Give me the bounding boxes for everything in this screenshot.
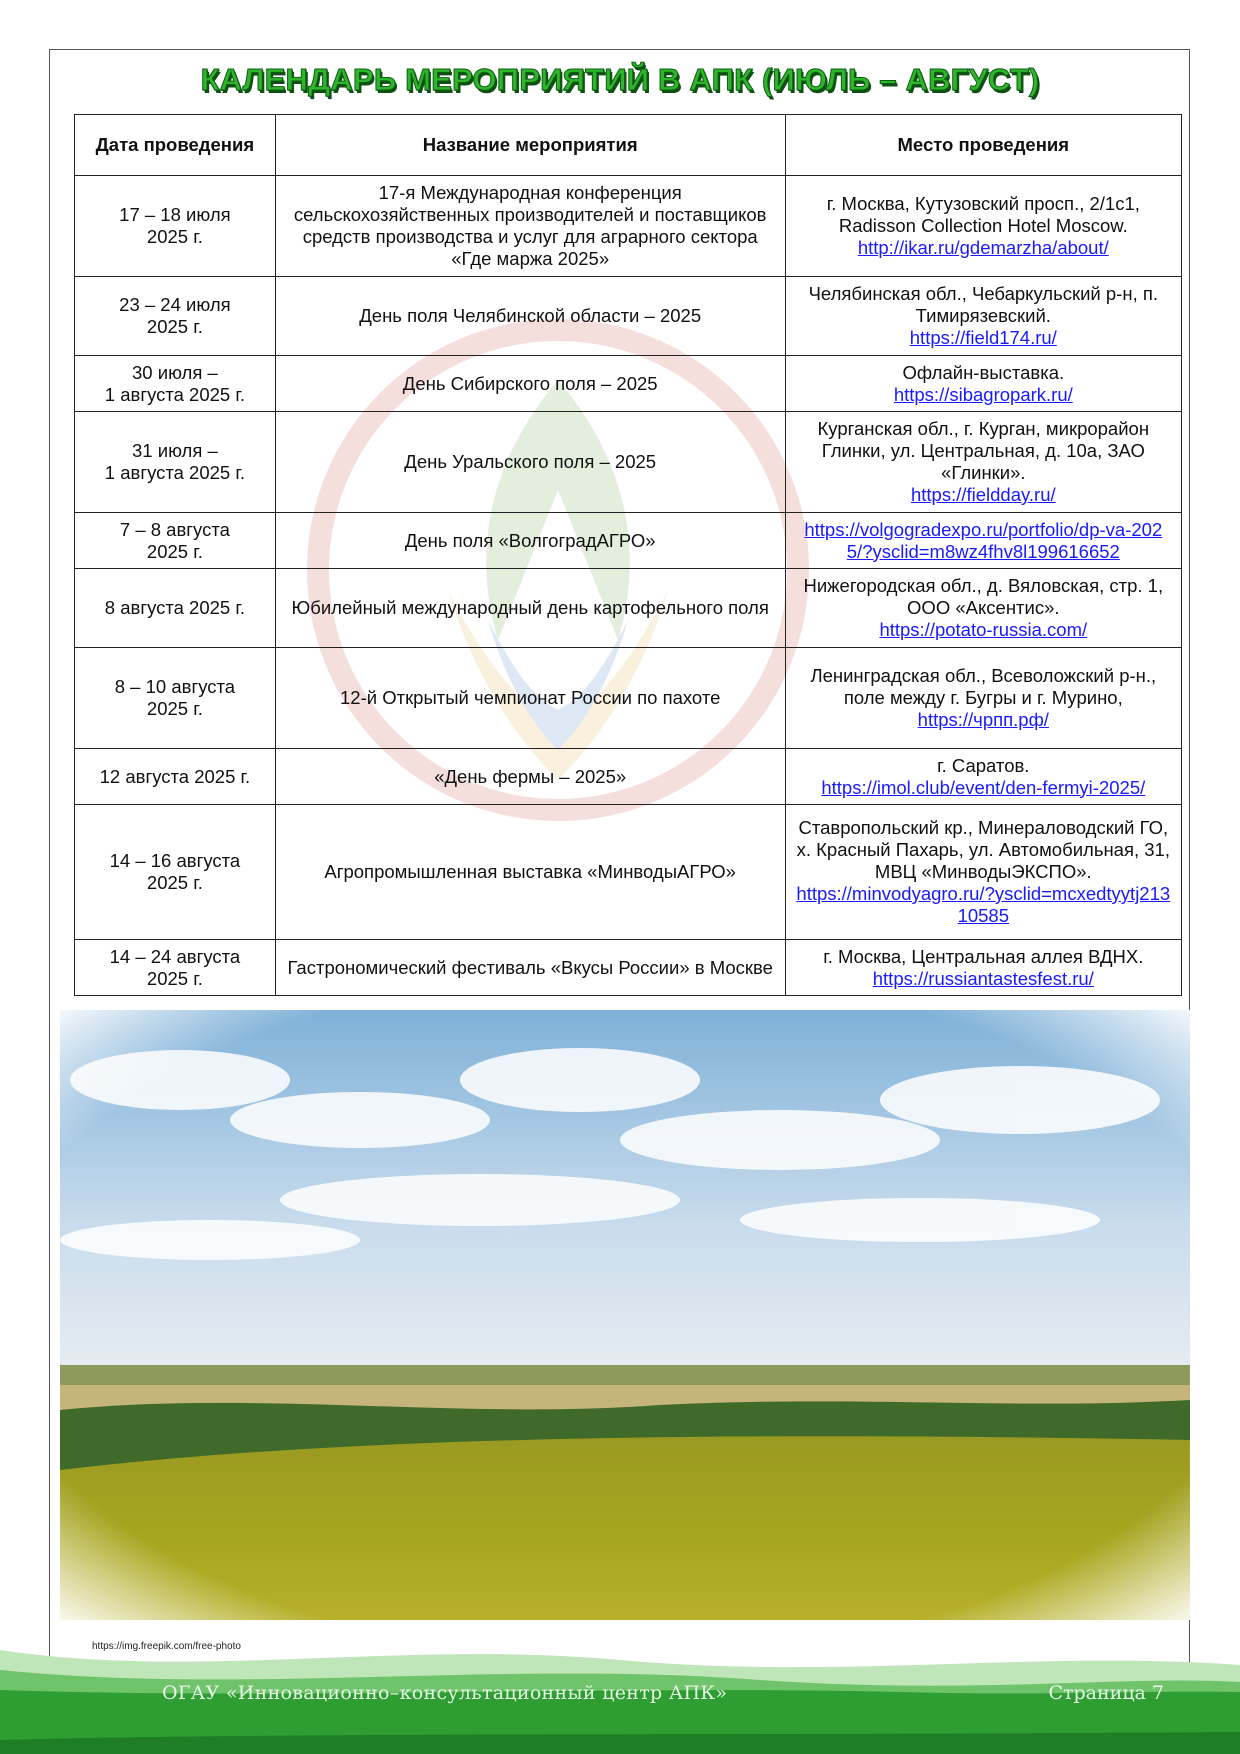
event-place-text: Челябинская обл., Чебаркульский р-н, п. Тимирязевский. [808,283,1159,326]
table-row [75,648,1182,749]
table-row [75,176,1182,277]
table-row [75,356,1182,412]
event-link[interactable]: https://volgogradexpo.ru/portfolio/dp-va-2025/?ysclid=m8wz4fhv8l199616652 [804,518,1163,562]
event-date: 7 – 8 августа 2025 г. [75,513,276,569]
event-place [785,648,1181,749]
event-place-text: Ленинградская обл., Всеволожский р-н., поле между г. Бугры и г. Мурино, [810,665,1157,708]
event-place [785,569,1181,648]
event-link[interactable]: https://fieldday.ru/ [910,484,1056,505]
event-name: «День фермы – 2025» [275,749,785,805]
event-link[interactable]: https://russiantastesfest.ru/ [872,967,1094,989]
event-name: Агропромышленная выставка «МинводыАГРО» [275,805,785,940]
event-place [785,277,1181,356]
event-date: 8 августа 2025 г. [75,569,276,648]
event-place [785,805,1181,940]
event-place [785,356,1181,412]
header-name: Название мероприятия [275,115,785,176]
field-landscape-photo [60,1010,1190,1620]
event-name: День Уральского поля – 2025 [275,412,785,513]
table-row [75,513,1182,569]
event-link[interactable]: http://ikar.ru/gdemarzha/about/ [857,237,1109,258]
event-date: 8 – 10 августа 2025 г. [75,648,276,749]
event-date: 12 августа 2025 г. [75,749,276,805]
table-row [75,805,1182,940]
photo-credit: https://img.freepik.com/free-photo [92,1641,241,1652]
table-row [75,277,1182,356]
event-place-text: г. Саратов. [937,754,1030,776]
event-link[interactable]: https://imol.club/event/den-fermyi-2025/ [821,776,1146,798]
event-date: 31 июля – 1 августа 2025 г. [75,412,276,513]
page-title: КАЛЕНДАРЬ МЕРОПРИЯТИЙ В АПК (ИЮЛЬ – АВГУСТ) [200,62,1040,97]
event-date: 23 – 24 июля 2025 г. [75,277,276,356]
event-place [785,176,1181,277]
events-table [74,114,1182,996]
event-date: 14 – 16 августа 2025 г. [75,805,276,940]
event-place-text: Ставропольский кр., Минераловодский ГО, х. Красный Пахарь, ул. Автомобильная, 31, МВЦ «МинводыЭКСПО». [796,817,1170,882]
table-row [75,569,1182,648]
event-place [785,513,1181,569]
table-row [75,749,1182,805]
event-link[interactable]: https://sibagropark.ru/ [893,383,1073,405]
event-place [785,940,1181,996]
event-place-text: г. Москва, Центральная аллея ВДНХ. [823,945,1144,967]
event-place-text: Нижегородская обл., д. Вяловская, стр. 1, ООО «Аксентис». [803,575,1164,618]
event-link[interactable]: https://potato-russia.com/ [879,619,1088,640]
event-date: 17 – 18 июля 2025 г. [75,176,276,277]
event-link[interactable]: https://minvodyagro.ru/?ysclid=mcxedtyytj21310585 [796,883,1171,926]
event-name: День поля Челябинской области – 2025 [275,277,785,356]
event-name: 12-й Открытый чемпионат России по пахоте [275,648,785,749]
table-header-row [75,115,1182,176]
header-date: Дата проведения [75,115,276,176]
event-name: День поля «ВолгоградАГРО» [275,513,785,569]
event-link[interactable]: https://чрпп.рф/ [917,709,1049,730]
event-place-text: Офлайн-выставка. [902,361,1065,383]
event-place-text: Курганская обл., г. Курган, микрорайон Глинки, ул. Центральная, д. 10а, ЗАО «Глинки». [817,418,1150,483]
event-name: Гастрономический фестиваль «Вкусы России» в Москве [275,940,785,996]
header-place: Место проведения [785,115,1181,176]
footer-page-number: Страница 7 [1048,1682,1164,1704]
event-place [785,749,1181,805]
event-link[interactable]: https://field174.ru/ [909,327,1057,348]
event-place [785,412,1181,513]
event-name: День Сибирского поля – 2025 [275,356,785,412]
event-date: 30 июля – 1 августа 2025 г. [75,356,276,412]
event-date: 14 – 24 августа 2025 г. [75,940,276,996]
table-row [75,412,1182,513]
event-name: Юбилейный международный день картофельного поля [275,569,785,648]
event-name: 17-я Международная конференция сельскохозяйственных производителей и поставщиков средств производства и услуг для аграрного сектора «Где маржа 2025» [275,176,785,277]
footer-organization: ОГАУ «Инновационно–консультационный центр АПК» [162,1682,728,1704]
table-row [75,940,1182,996]
event-place-text: г. Москва, Кутузовский просп., 2/1с1, Radisson Collection Hotel Moscow. [826,193,1140,236]
